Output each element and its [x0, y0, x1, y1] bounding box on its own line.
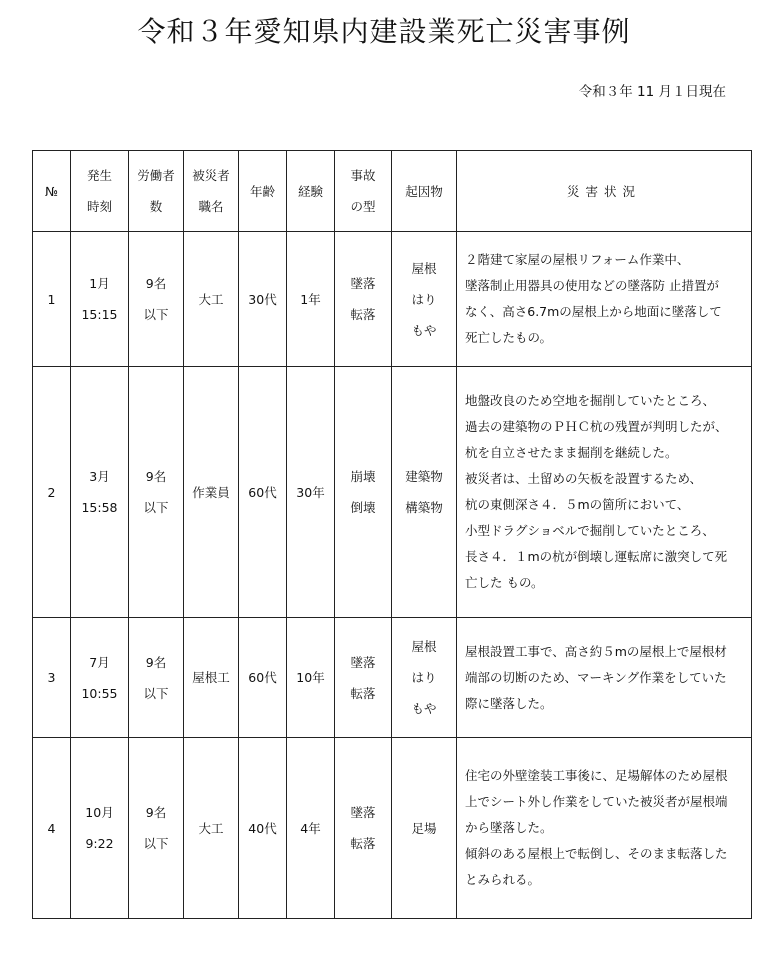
table-row	[33, 232, 752, 367]
header-occupation	[184, 151, 239, 232]
cell-experience: 30年	[287, 367, 335, 618]
text-line: 杭の東側深さ４．５mの箇所において、	[465, 497, 690, 512]
cell-age: 60代	[239, 618, 287, 738]
text-line: 亡した もの。	[465, 575, 544, 590]
cell-cause	[392, 232, 457, 367]
cell-age: 40代	[239, 738, 287, 919]
text-line: 墜落	[350, 805, 376, 820]
text-line: 構築物	[405, 500, 443, 515]
header-row	[33, 151, 752, 232]
text-line: 10:55	[81, 685, 118, 701]
text-line: 住宅の外壁塗装工事後に、足場解体のため屋根	[465, 768, 728, 783]
text-line: はり	[411, 291, 437, 307]
cell-occupation: 大工	[184, 738, 239, 919]
cell-workers	[129, 232, 184, 367]
cell-time	[71, 618, 129, 738]
cell-age: 30代	[239, 232, 287, 367]
text-line: 倒壊	[350, 500, 376, 515]
text-line: 労働者	[137, 168, 175, 183]
text-line: №	[44, 183, 58, 199]
text-line: 屋根	[411, 639, 437, 654]
text-line: 小型ドラグショベルで掘削していたところ、	[465, 523, 715, 538]
text-line: 15:15	[81, 307, 118, 322]
text-line: 墜落	[350, 654, 376, 670]
header-description	[457, 151, 752, 232]
text-line: 墜落	[350, 276, 376, 291]
cell-cause	[392, 738, 457, 919]
header-workers	[129, 151, 184, 232]
text-line: 9名	[145, 469, 167, 484]
text-line: 屋根	[411, 260, 437, 276]
text-line: 以下	[143, 836, 169, 851]
text-line: もや	[411, 322, 437, 338]
text-line: 過去の建築物のＰＨＣ杭の残置が判明したが、	[465, 419, 728, 434]
cell-no: 2	[33, 367, 71, 618]
text-line: 際に墜落した。	[465, 695, 553, 711]
cell-description	[457, 738, 752, 919]
header-cause	[392, 151, 457, 232]
text-line: 端部の切断のため、マーキング作業をしていた	[465, 669, 727, 685]
cell-no: 4	[33, 738, 71, 919]
cell-age: 60代	[239, 367, 287, 618]
cell-accident-type	[335, 618, 392, 738]
text-line: 時刻	[86, 199, 112, 214]
text-line: 10月	[85, 805, 114, 820]
header-accident-type	[335, 151, 392, 232]
page-title: 令和３年愛知県内建設業死亡災害事例	[137, 15, 631, 48]
accident-table	[32, 150, 752, 919]
text-line: 崩壊	[350, 469, 376, 484]
text-line: 職名	[198, 199, 224, 214]
as-of-date: 令和３年 11 月１日現在	[578, 84, 726, 100]
text-line: 年齢	[249, 183, 275, 199]
text-line: 9:22	[85, 836, 114, 851]
text-line: 地盤改良のため空地を掘削していたところ、	[465, 393, 716, 408]
cell-experience: 4年	[287, 738, 335, 919]
text-line: 転落	[350, 836, 376, 851]
table-row	[33, 367, 752, 618]
text-line: 災害状況	[566, 183, 641, 199]
text-line: 転落	[350, 307, 376, 322]
text-line: 被災者は、土留めの矢板を設置するため、	[465, 471, 703, 486]
text-line: 事故	[350, 168, 376, 183]
cell-cause	[392, 367, 457, 618]
header-experience	[287, 151, 335, 232]
text-line: 起因物	[405, 183, 443, 199]
text-line: 転落	[350, 685, 376, 701]
cell-no: 1	[33, 232, 71, 367]
text-line: 以下	[143, 500, 169, 515]
text-line: 数	[149, 199, 163, 214]
text-line: の型	[350, 199, 376, 214]
text-line: なく、高さ6.7mの屋根上から地面に墜落して	[465, 304, 722, 319]
text-line: 被災者	[192, 168, 230, 183]
cell-accident-type	[335, 232, 392, 367]
cell-experience: 1年	[287, 232, 335, 367]
table-row	[33, 738, 752, 919]
text-line: ２階建て家屋の屋根リフォーム作業中、	[465, 252, 690, 267]
cell-workers	[129, 367, 184, 618]
text-line: 長さ４．１mの杭が倒壊し運転席に激突して死	[465, 549, 728, 564]
cell-description	[457, 232, 752, 367]
text-line: 7月	[89, 654, 110, 670]
text-line: 建築物	[405, 469, 443, 484]
table-row	[33, 618, 752, 738]
text-line: 墜落制止用器具の使用などの墜落防 止措置が	[465, 278, 719, 293]
text-line: 9名	[145, 654, 167, 670]
text-line: 9名	[145, 276, 167, 291]
cell-description	[457, 618, 752, 738]
cell-time	[71, 738, 129, 919]
header-no	[33, 151, 71, 232]
text-line: 上でシート外し作業をしていた被災者が屋根端	[465, 794, 728, 809]
header-time	[71, 151, 129, 232]
text-line: 以下	[143, 685, 169, 701]
text-line: 足場	[411, 820, 437, 836]
cell-time	[71, 367, 129, 618]
text-line: 死亡したもの。	[465, 330, 553, 345]
text-line: 傾斜のある屋根上で転倒し、そのまま転落した	[465, 846, 728, 861]
text-line: 杭を自立させたまま掘削を継続した。	[465, 445, 678, 460]
text-line: 3月	[89, 469, 110, 484]
cell-occupation: 大工	[184, 232, 239, 367]
cell-occupation: 作業員	[184, 367, 239, 618]
cell-no: 3	[33, 618, 71, 738]
cell-time	[71, 232, 129, 367]
text-line: 屋根設置工事で、高さ約５mの屋根上で屋根材	[465, 643, 727, 659]
text-line: 以下	[143, 307, 169, 322]
cell-description	[457, 367, 752, 618]
cell-workers	[129, 618, 184, 738]
text-line: 発生	[86, 168, 112, 183]
header-age	[239, 151, 287, 232]
text-line: 1月	[89, 276, 110, 291]
text-line: 経験	[297, 183, 323, 199]
text-line: はり	[411, 670, 437, 685]
cell-workers	[129, 738, 184, 919]
text-line: もや	[411, 701, 437, 716]
cell-cause	[392, 618, 457, 738]
text-line: とみられる。	[465, 872, 541, 887]
text-line: 15:58	[81, 500, 118, 515]
cell-occupation: 屋根工	[184, 618, 239, 738]
cell-accident-type	[335, 738, 392, 919]
cell-experience: 10年	[287, 618, 335, 738]
text-line: から墜落した。	[465, 820, 553, 835]
cell-accident-type	[335, 367, 392, 618]
text-line: 9名	[145, 805, 167, 820]
